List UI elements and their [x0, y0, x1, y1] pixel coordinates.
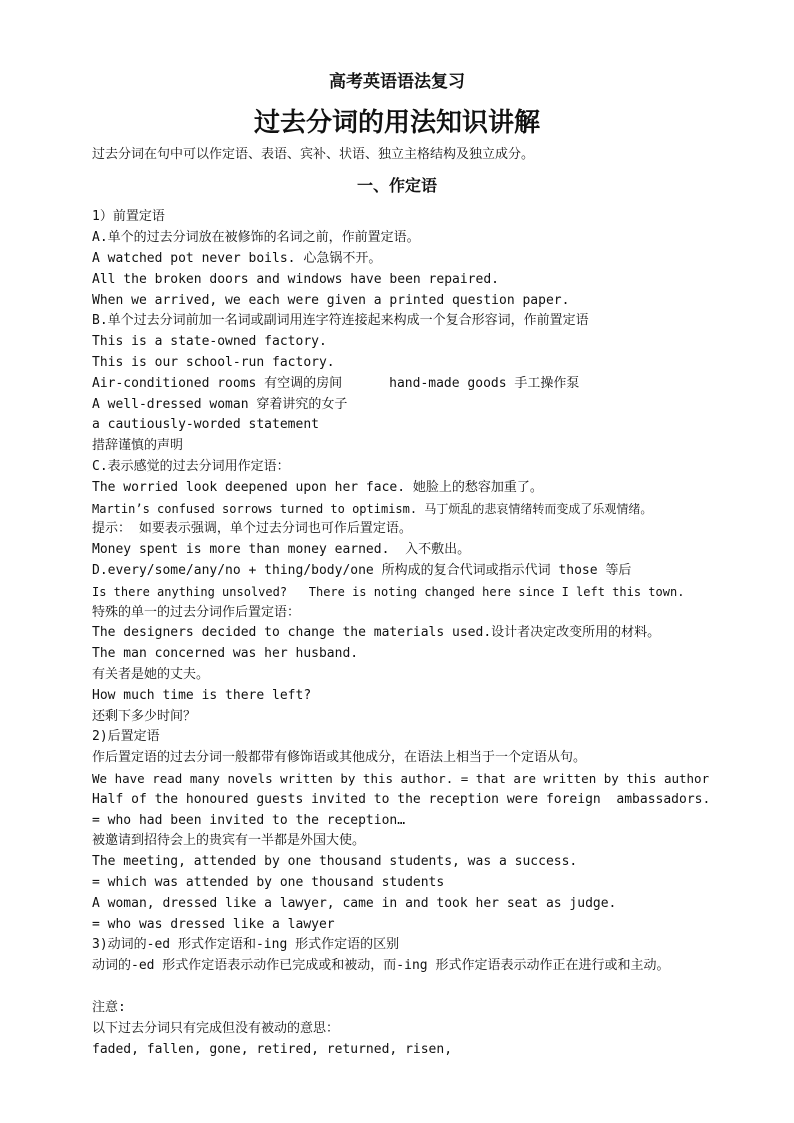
text-line: The worried look deepened upon her face. 她脸上的愁容加重了。: [92, 480, 543, 495]
text-line: = who had been invited to the reception…: [92, 813, 406, 828]
section-heading: 一、作定语: [356, 176, 437, 195]
text-line: Is there anything unsolved? There is noting changed here since I left this town.: [92, 585, 685, 599]
text-line: A well-dressed woman 穿着讲究的女子: [92, 397, 348, 412]
text-line: 提示： 如要表示强调，单个过去分词也可作后置定语。: [92, 521, 412, 536]
document-title: 过去分词的用法知识讲解: [253, 108, 540, 138]
text-line: = who was dressed like a lawyer: [92, 917, 335, 932]
text-line: Martin’s confused sorrows turned to optimism. 马丁烦乱的悲哀情绪转而变成了乐观情绪。: [92, 502, 653, 516]
text-line: We have read many novels written by this author. = that are written by this author: [92, 771, 710, 786]
text-line: a cautiously-worded statement: [92, 417, 319, 432]
text-line: C.表示感觉的过去分词用作定语：: [92, 459, 290, 474]
text-line: 有关者是她的丈夫。: [92, 667, 210, 682]
body-paragraph: 动词的-ed 形式作定语表示动作已完成或和被动，而-ing 形式作定语表示动作正在进行或和主动。: [92, 958, 670, 973]
text-line: 被邀请到招待会上的贵宾有一半都是外国大使。: [92, 833, 366, 848]
text-line: faded, fallen, gone, retired, returned, risen,: [92, 1042, 453, 1057]
text-line: A watched pot never boils. 心急锅不开。: [92, 251, 382, 266]
text-line: 作后置定语的过去分词一般都带有修饰语或其他成分，在语法上相当于一个定语从句。: [92, 750, 587, 765]
text-line: Air-conditioned rooms 有空调的房间 hand-made goods 手工操作泵: [92, 376, 580, 391]
text-line: D.every/some/any/no + thing/body/one 所构成的复合代词或指示代词 those 等后: [92, 563, 632, 578]
text-line: All the broken doors and windows have been repaired.: [92, 272, 499, 287]
text-line: 还剩下多少时间？: [92, 709, 197, 724]
text-line: 措辞谨慎的声明: [92, 438, 184, 453]
text-line: A.单个的过去分词放在被修饰的名词之前，作前置定语。: [92, 230, 420, 245]
text-line: 注意:: [92, 1000, 126, 1015]
text-line: This is our school-run factory.: [92, 355, 335, 370]
text-line: Money spent is more than money earned. 入不敷出。: [92, 542, 471, 557]
document-subtitle: 高考英语语法复习: [329, 72, 465, 92]
text-line: Half of the honoured guests invited to the reception were foreign ambassadors.: [92, 792, 711, 807]
text-line: 2)后置定语: [92, 729, 160, 744]
text-line: 3)动词的-ed 形式作定语和-ing 形式作定语的区别: [92, 937, 400, 952]
text-line: A woman, dressed like a lawyer, came in and took her seat as judge.: [92, 896, 617, 911]
text-line: The designers decided to change the materials used.设计者决定改变所用的材料。: [92, 625, 661, 640]
text-line: B.单个过去分词前加一名词或副词用连字符连接起来构成一个复合形容词，作前置定语: [92, 313, 589, 328]
intro-paragraph: 过去分词在句中可以作定语、表语、宾补、状语、独立主格结构及独立成分。: [92, 147, 535, 162]
text-line: How much time is there left?: [92, 688, 312, 703]
text-line: 1）前置定语: [92, 209, 165, 224]
text-line: 特殊的单一的过去分词作后置定语：: [92, 605, 301, 620]
text-line: 以下过去分词只有完成但没有被动的意思：: [92, 1021, 340, 1036]
text-line: The meeting, attended by one thousand students, was a success.: [92, 854, 578, 869]
text-line: When we arrived, we each were given a printed question paper.: [92, 293, 570, 308]
text-line: The man concerned was her husband.: [92, 646, 359, 661]
text-line: This is a state-owned factory.: [92, 334, 327, 349]
text-line: = which was attended by one thousand students: [92, 875, 445, 890]
